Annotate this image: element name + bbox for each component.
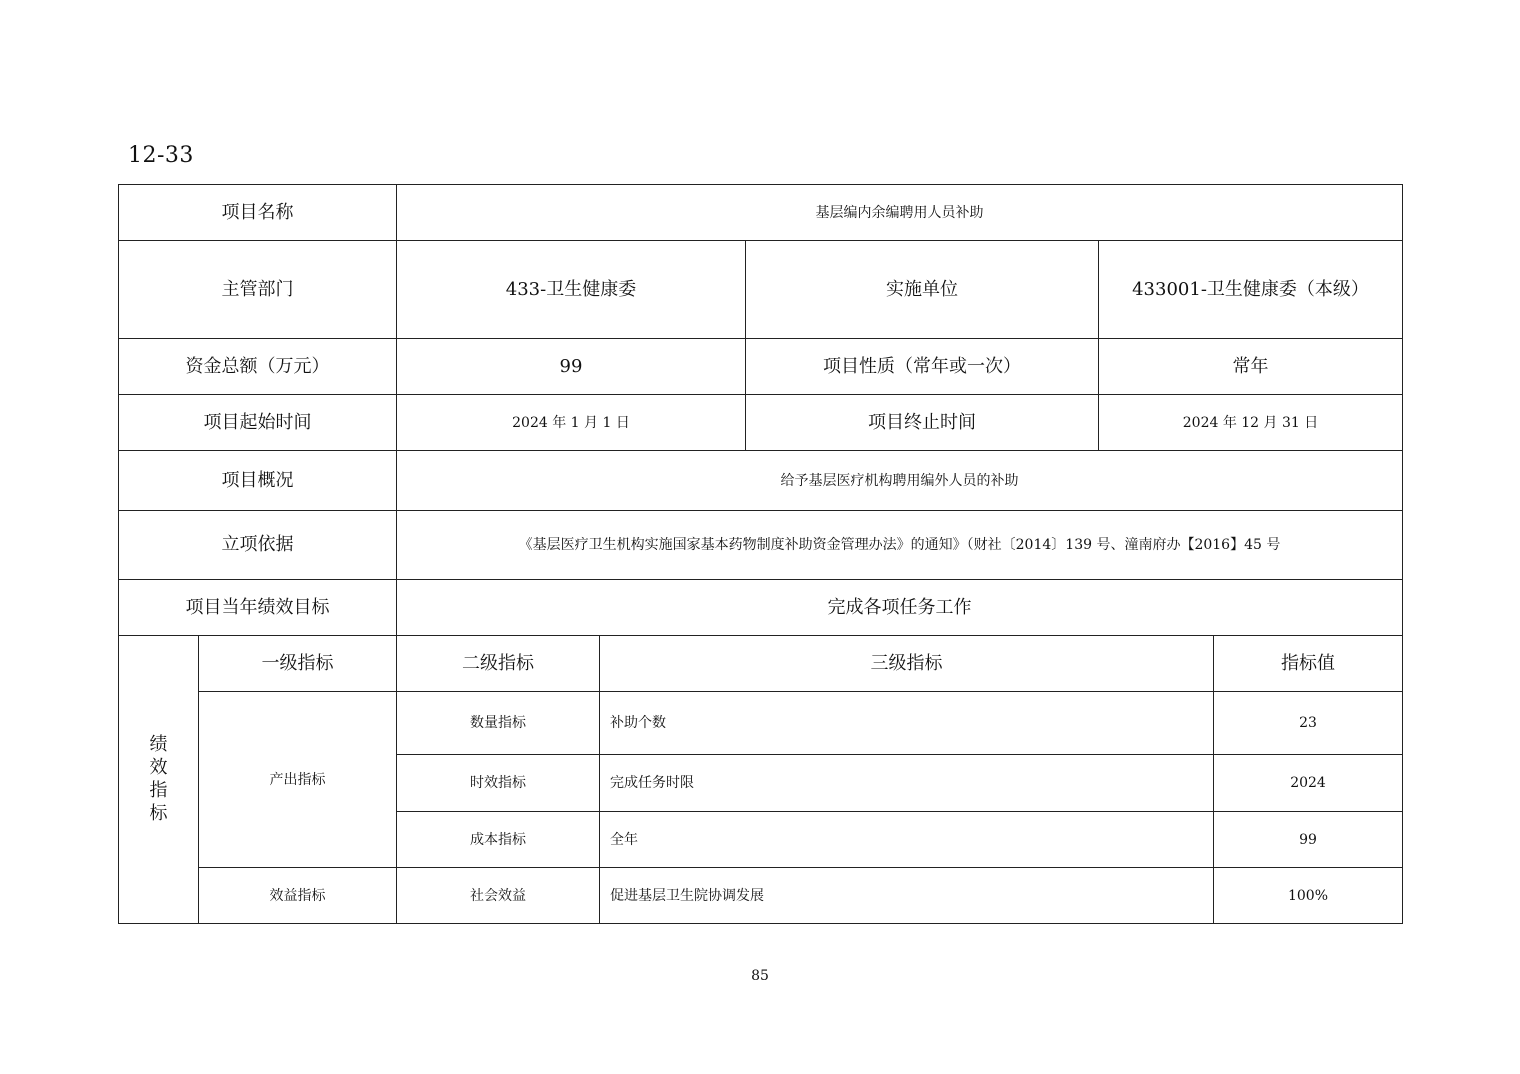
level3-cell: 促进基层卫生院协调发展 [600,868,1214,924]
header-level2: 二级指标 [397,636,600,692]
basis-value: 《基层医疗卫生机构实施国家基本药物制度补助资金管理办法》的通知》（财社〔2014〕139 号、潼南府办【2016】45 号 [397,511,1403,580]
row-indicator-headers [119,636,1403,692]
total-funds-value: 99 [397,339,746,395]
page-code: 12-33 [128,143,194,168]
value-cell: 100% [1214,868,1403,924]
basis-label: 立项依据 [119,511,397,580]
total-funds-label: 资金总额（万元） [119,339,397,395]
header-level3: 三级指标 [600,636,1214,692]
level3-cell: 完成任务时限 [600,755,1214,812]
level2-cell: 数量指标 [397,692,600,755]
level3-cell: 补助个数 [600,692,1214,755]
start-date-value: 2024 年 1 月 1 日 [397,395,746,451]
row-overview [119,451,1403,511]
performance-target-table [118,184,1403,924]
level2-cell: 时效指标 [397,755,600,812]
annual-goal-value: 完成各项任务工作 [397,580,1403,636]
value-cell: 99 [1214,812,1403,868]
row-department [119,241,1403,339]
start-date-label: 项目起始时间 [119,395,397,451]
project-nature-value: 常年 [1099,339,1403,395]
project-name-label: 项目名称 [119,185,397,241]
level3-cell: 全年 [600,812,1214,868]
output-indicator-label: 产出指标 [199,692,397,868]
row-project-name [119,185,1403,241]
end-date-value: 2024 年 12 月 31 日 [1099,395,1403,451]
value-cell: 23 [1214,692,1403,755]
project-nature-label: 项目性质（常年或一次） [746,339,1099,395]
row-annual-goal [119,580,1403,636]
row-basis [119,511,1403,580]
department-value: 433-卫生健康委 [397,241,746,339]
overview-value: 给予基层医疗机构聘用编外人员的补助 [397,451,1403,511]
level2-cell: 社会效益 [397,868,600,924]
table-row [119,868,1403,924]
implementing-unit-value: 433001-卫生健康委（本级） [1099,241,1403,339]
project-name-value: 基层编内余编聘用人员补助 [397,185,1403,241]
table-row [119,692,1403,755]
overview-label: 项目概况 [119,451,397,511]
department-label: 主管部门 [119,241,397,339]
value-cell: 2024 [1214,755,1403,812]
level2-cell: 成本指标 [397,812,600,868]
implementing-unit-label: 实施单位 [746,241,1099,339]
benefit-indicator-label: 效益指标 [199,868,397,924]
annual-goal-label: 项目当年绩效目标 [119,580,397,636]
end-date-label: 项目终止时间 [746,395,1099,451]
page-number: 85 [751,968,769,984]
header-level1: 一级指标 [199,636,397,692]
indicator-section-label [119,636,199,924]
row-funds [119,339,1403,395]
header-value: 指标值 [1214,636,1403,692]
row-dates [119,395,1403,451]
indicator-section-text: 绩效指标 [149,734,168,824]
